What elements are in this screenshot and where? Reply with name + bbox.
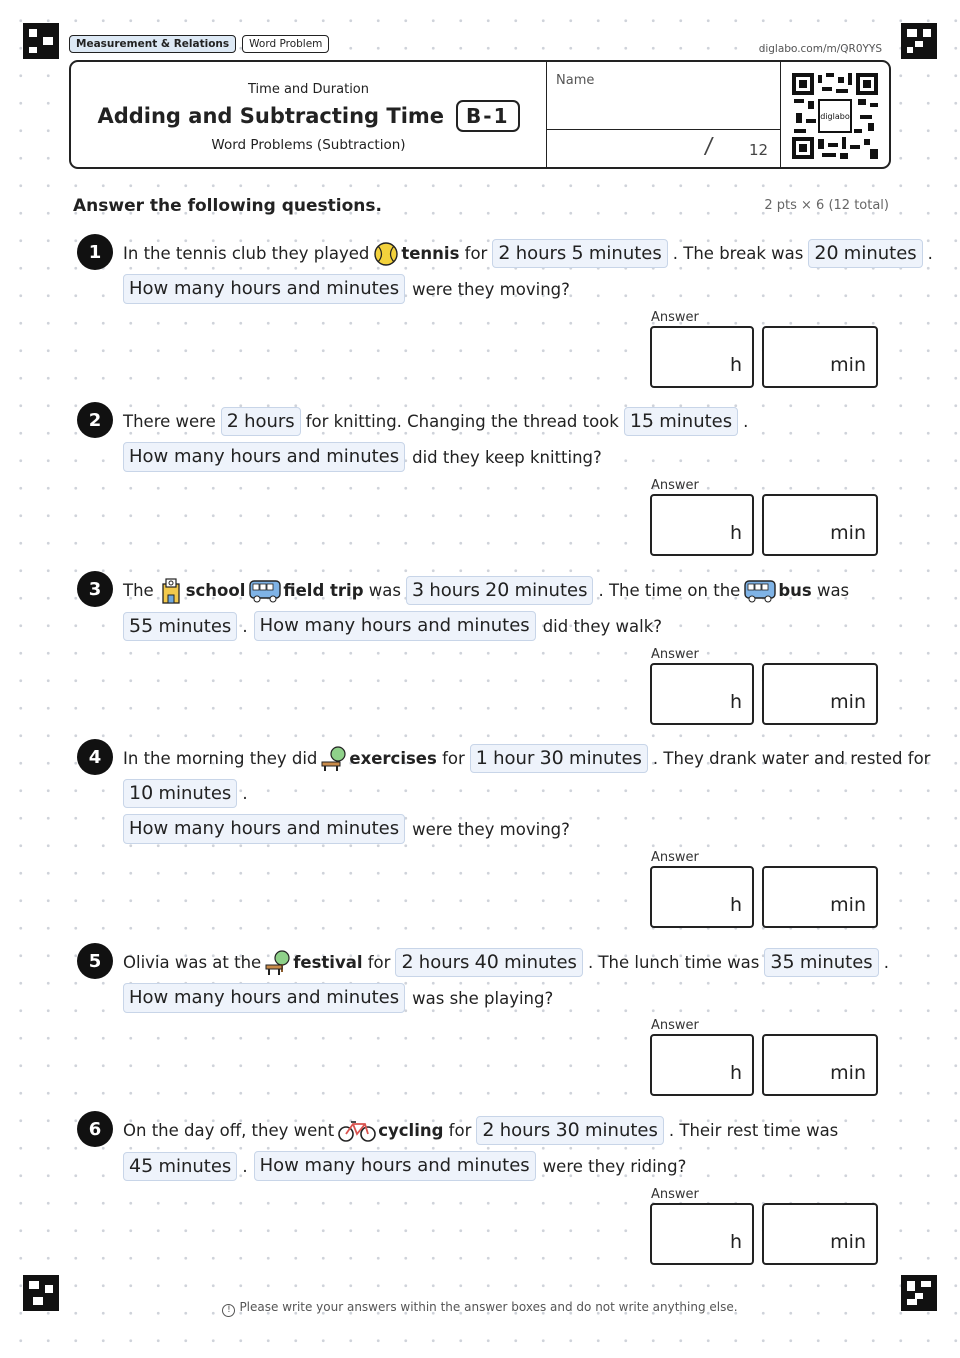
question-text-line-1	[123, 744, 930, 773]
question-text-line-2	[123, 442, 602, 472]
keyword: school	[185, 581, 246, 600]
question-text: .	[883, 953, 889, 972]
question-number: 6	[77, 1111, 113, 1147]
time-value-box: 3 hours 20 minutes	[406, 576, 594, 605]
answer-label: Answer	[651, 1187, 699, 1202]
question-text-line-1	[123, 948, 889, 977]
keyword: exercises	[349, 749, 437, 768]
answer-minutes-box[interactable]: min	[762, 1034, 878, 1096]
source-url: diglabo.com/m/QR0YYS	[758, 43, 882, 55]
question-text: . The lunch time was	[587, 953, 760, 972]
bicycle-icon	[337, 1118, 377, 1144]
time-value-box: 2 hours 40 minutes	[395, 948, 583, 977]
question-text-line-2	[123, 274, 570, 304]
question-text: Olivia was at the	[123, 953, 262, 972]
keyword: festival	[293, 953, 363, 972]
school-icon	[157, 578, 185, 604]
question-text-line-2	[123, 983, 553, 1013]
answer-label: Answer	[651, 850, 699, 865]
worksheet-code: B-1	[456, 100, 519, 132]
answer-hours-box[interactable]: h	[650, 1034, 754, 1096]
worksheet-header	[69, 60, 891, 169]
time-value-box: 2 hours	[221, 407, 301, 436]
question-text: for	[448, 1121, 472, 1140]
question-text: . The time on the	[598, 581, 741, 600]
corner-marker-top-right	[901, 23, 937, 59]
question-number: 2	[77, 402, 113, 438]
question-number: 3	[77, 571, 113, 607]
festival-icon	[264, 950, 292, 976]
info-icon: !	[222, 1304, 235, 1317]
answer-hours-box[interactable]: h	[650, 1203, 754, 1265]
question-text: In the tennis club they played	[123, 244, 370, 263]
time-value-box: 45 minutes	[123, 1152, 237, 1181]
keyword: field trip	[283, 581, 364, 600]
question-prompt-box: How many hours and minutes	[123, 274, 405, 304]
question-tail: were they moving?	[412, 819, 570, 839]
question-text: In the morning they did	[123, 749, 318, 768]
keyword: bus	[778, 581, 812, 600]
question-text: for	[367, 953, 391, 972]
score-total: 12	[749, 141, 769, 159]
name-label: Name	[556, 73, 595, 88]
question-text: There were	[123, 412, 216, 431]
name-divider	[547, 129, 780, 130]
score-slash: /	[703, 134, 715, 159]
bus-icon	[248, 578, 282, 604]
worksheet-description: Word Problems (Subtraction)	[211, 137, 406, 153]
answer-minutes-box[interactable]: min	[762, 663, 878, 725]
question-text: . Their rest time was	[668, 1121, 839, 1140]
qr-code-icon	[792, 73, 878, 159]
question-text: .	[242, 616, 248, 636]
question-text-line-1	[123, 576, 849, 605]
tag-list	[69, 35, 329, 53]
question-prompt-box: How many hours and minutes	[254, 611, 536, 641]
question-text-line-3	[123, 814, 570, 844]
question-text: . The break was	[672, 244, 804, 263]
answer-hours-box[interactable]: h	[650, 866, 754, 928]
time-value-box: 1 hour 30 minutes	[470, 744, 648, 773]
time-value-box: 2 hours 30 minutes	[476, 1116, 664, 1145]
question-number: 5	[77, 943, 113, 979]
question-text-line-2	[123, 611, 662, 641]
question-tail: were they riding?	[542, 1156, 687, 1176]
question-number: 1	[77, 234, 113, 270]
answer-hours-box[interactable]: h	[650, 494, 754, 556]
question-text-line-1	[123, 239, 933, 268]
keyword: cycling	[378, 1121, 444, 1140]
time-value-box: 10 minutes	[123, 779, 237, 808]
question-text: . They drank water and rested for	[652, 749, 931, 768]
answer-label: Answer	[651, 310, 699, 325]
question-text: for	[464, 244, 488, 263]
question-tail: was she playing?	[412, 988, 554, 1008]
worksheet-title: Adding and Subtracting Time	[97, 104, 445, 128]
question-text: .	[242, 1156, 248, 1176]
footer-text: Please write your answers within the answer boxes and do not write anything else.	[239, 1300, 738, 1314]
tennis-ball-icon	[372, 241, 400, 267]
time-value-box: 55 minutes	[123, 612, 237, 641]
time-value-box: 15 minutes	[624, 407, 738, 436]
answer-label: Answer	[651, 647, 699, 662]
answer-minutes-box[interactable]: min	[762, 494, 878, 556]
answer-label: Answer	[651, 1018, 699, 1033]
question-prompt-box: How many hours and minutes	[254, 1151, 536, 1181]
answer-hours-box[interactable]: h	[650, 326, 754, 388]
question-text: On the day off, they went	[123, 1121, 335, 1140]
question-text: was	[368, 581, 401, 600]
question-prompt-box: How many hours and minutes	[123, 814, 405, 844]
question-text: for	[442, 749, 465, 768]
bus-icon	[743, 578, 777, 604]
question-prompt-box: How many hours and minutes	[123, 442, 405, 472]
answer-minutes-box[interactable]: min	[762, 866, 878, 928]
name-score-block	[546, 62, 781, 167]
question-text: .	[743, 412, 749, 431]
keyword: tennis	[401, 244, 460, 263]
worksheet-subtitle: Time and Duration	[248, 82, 369, 97]
question-number: 4	[77, 739, 113, 775]
time-value-box: 20 minutes	[808, 239, 922, 268]
title-block	[71, 62, 546, 167]
exercise-icon	[320, 746, 348, 772]
time-value-box: 2 hours 5 minutes	[492, 239, 667, 268]
time-value-box: 35 minutes	[764, 948, 878, 977]
question-text-line-1	[123, 1116, 838, 1145]
corner-marker-top-left	[23, 23, 59, 59]
question-text: The	[123, 581, 154, 600]
answer-label: Answer	[651, 478, 699, 493]
points-info: 2 pts × 6 (12 total)	[764, 198, 889, 213]
tag-type: Word Problem	[242, 35, 329, 53]
question-text-line-2	[123, 779, 248, 808]
question-text: .	[927, 244, 933, 263]
answer-hours-box[interactable]: h	[650, 663, 754, 725]
question-text-line-1	[123, 407, 748, 436]
question-text: for knitting. Changing the thread took	[305, 412, 619, 431]
footer-note	[0, 1300, 960, 1317]
question-text: was	[816, 581, 850, 600]
question-tail: were they moving?	[412, 279, 570, 299]
answer-minutes-box[interactable]: min	[762, 326, 878, 388]
question-text-line-2	[123, 1151, 686, 1181]
question-prompt-box: How many hours and minutes	[123, 983, 405, 1013]
question-text: .	[242, 784, 248, 803]
tag-category: Measurement & Relations	[69, 35, 236, 53]
question-tail: did they keep knitting?	[412, 447, 602, 467]
answer-minutes-box[interactable]: min	[762, 1203, 878, 1265]
question-tail: did they walk?	[542, 616, 663, 636]
instructions: Answer the following questions.	[73, 196, 382, 216]
qr-label: diglabo	[820, 112, 850, 121]
